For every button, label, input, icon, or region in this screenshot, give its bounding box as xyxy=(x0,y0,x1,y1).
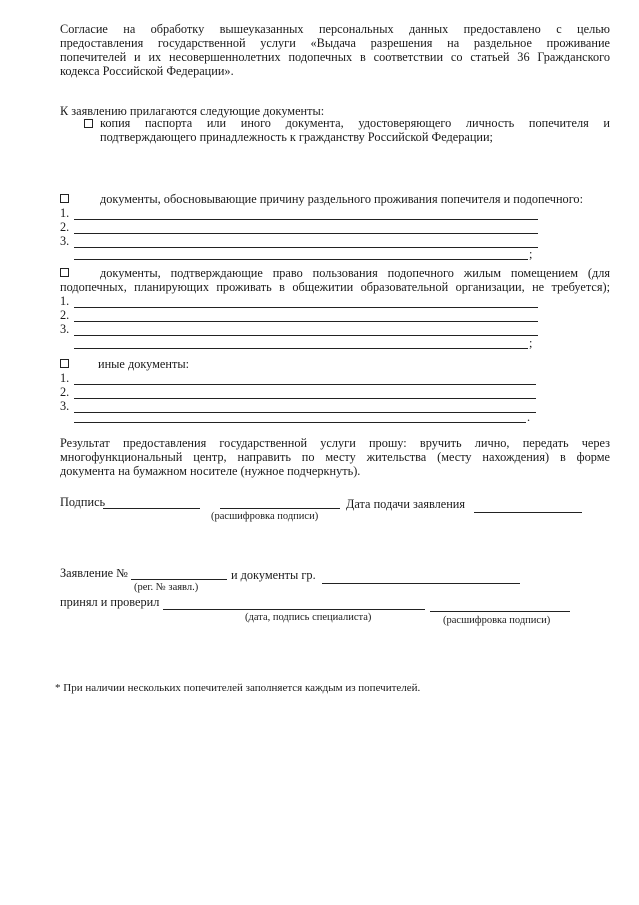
signature-label: Подпись xyxy=(60,495,106,509)
application-number-field[interactable] xyxy=(131,579,227,580)
documents-citizen-label: и документы гр. xyxy=(231,568,316,582)
doc-reason-field-2[interactable] xyxy=(74,233,538,234)
footnote: * При наличии нескольких попечителей заполняется каждым из попечителей. xyxy=(55,682,421,694)
doc-housing-line-2: подопечных, планирующих проживать в общежитии образовательной организации, не требуется); xyxy=(60,280,610,294)
doc-reason-num-1: 1. xyxy=(60,206,70,220)
doc-reason-field-4[interactable] xyxy=(74,259,528,260)
checkbox-other-docs[interactable] xyxy=(60,359,69,368)
consent-line-2: предоставления государственной услуги «Выдача разрешения на раздельное проживание xyxy=(60,36,610,50)
doc-reason-field-3[interactable] xyxy=(74,247,538,248)
signature-decoding-field[interactable] xyxy=(220,508,340,509)
registration-number-note: (рег. № заявл.) xyxy=(134,582,199,593)
specialist-date-sign-note: (дата, подпись специалиста) xyxy=(245,612,372,623)
application-number-label: Заявление № xyxy=(60,566,128,580)
doc-reason-num-3: 3. xyxy=(60,234,70,248)
doc-other-field-3[interactable] xyxy=(74,412,536,413)
doc-reason-num-2: 2. xyxy=(60,220,70,234)
specialist-decoding-note: (расшифровка подписи) xyxy=(443,615,551,626)
doc-housing-field-3[interactable] xyxy=(74,335,538,336)
doc-reason-end: ; xyxy=(529,247,533,261)
checkbox-housing-docs[interactable] xyxy=(60,268,69,277)
doc-housing-line-1: документы, подтверждающие право пользования подопечного жилым помещением (для xyxy=(100,266,610,280)
date-submitted-label: Дата подачи заявления xyxy=(346,497,466,511)
checkbox-reason-docs[interactable] xyxy=(60,194,69,203)
doc-reason-field-1[interactable] xyxy=(74,219,538,220)
documents-citizen-field[interactable] xyxy=(322,583,520,584)
specialist-date-sign-field[interactable] xyxy=(163,609,425,610)
doc-reason-title: документы, обосновывающие причину раздельного проживания попечителя и подопечного: xyxy=(100,192,584,206)
doc-other-end: . xyxy=(527,410,531,424)
doc-passport-line-2: подтверждающего принадлежность к гражданству Российской Федерации; xyxy=(100,130,493,144)
specialist-decoding-field[interactable] xyxy=(430,611,570,612)
consent-line-4: кодекса Российской Федерации». xyxy=(60,64,234,78)
doc-other-num-3: 3. xyxy=(60,399,70,413)
result-line-2: многофункциональный центр, направить по месту жительства (месту нахождения) в форме xyxy=(60,450,610,464)
result-line-1: Результат предоставления государственной услуги прошу: вручить лично, передать через xyxy=(60,436,610,450)
doc-passport-line-1: копия паспорта или иного документа, удостоверяющего личность попечителя и xyxy=(100,116,610,130)
consent-line-1: Согласие на обработку вышеуказанных персональных данных предоставлено с целью xyxy=(60,22,610,36)
signature-field[interactable] xyxy=(103,508,200,509)
doc-other-field-1[interactable] xyxy=(74,384,536,385)
accepted-checked-label: принял и проверил xyxy=(60,595,160,609)
consent-line-3: попечителей и их несовершеннолетних подопечных в соответствии со статьей 36 Гражданского xyxy=(60,50,610,64)
doc-housing-field-1[interactable] xyxy=(74,307,538,308)
date-submitted-field[interactable] xyxy=(474,512,582,513)
doc-other-num-2: 2. xyxy=(60,385,70,399)
doc-other-num-1: 1. xyxy=(60,371,70,385)
doc-other-field-4[interactable] xyxy=(74,422,526,423)
result-line-3: документа на бумажном носителе (нужное подчеркнуть). xyxy=(60,464,361,478)
doc-other-title: иные документы: xyxy=(98,357,190,371)
attached-intro: К заявлению прилагаются следующие документы: xyxy=(60,104,325,118)
doc-housing-field-4[interactable] xyxy=(74,348,528,349)
doc-housing-num-2: 2. xyxy=(60,308,70,322)
doc-housing-num-1: 1. xyxy=(60,294,70,308)
doc-housing-num-3: 3. xyxy=(60,322,70,336)
doc-other-field-2[interactable] xyxy=(74,398,536,399)
checkbox-passport[interactable] xyxy=(84,119,93,128)
doc-housing-field-2[interactable] xyxy=(74,321,538,322)
signature-decoding-note: (расшифровка подписи) xyxy=(211,511,319,522)
doc-housing-end: ; xyxy=(529,336,533,350)
